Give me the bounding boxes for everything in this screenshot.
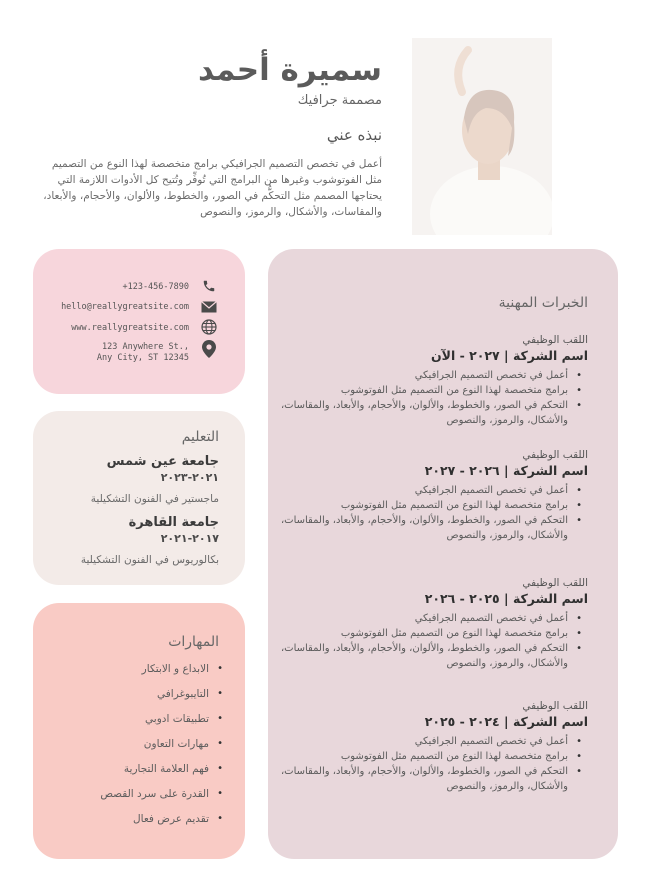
phone-icon <box>199 276 219 296</box>
experience-card <box>268 249 618 859</box>
profile-photo <box>412 38 552 235</box>
job-bullet: • أعمل في تخصص التصميم الجرافيكي <box>278 483 568 498</box>
globe-icon <box>199 317 219 337</box>
contact-email-row <box>33 297 245 317</box>
education-item <box>81 515 219 566</box>
experience-item <box>278 700 588 794</box>
experience-item <box>278 334 588 428</box>
education-school: جامعة القاهرة <box>128 515 219 530</box>
job-role: اللقب الوظيفي <box>522 449 588 461</box>
job-bullets <box>278 734 568 794</box>
education-item <box>91 454 219 505</box>
skill-item: • القدرة على سرد القصص <box>100 786 209 811</box>
education-card <box>33 411 245 585</box>
address-line2: Any City, ST 12345 <box>96 353 189 363</box>
job-role: اللقب الوظيفي <box>522 700 588 712</box>
skills-card <box>33 603 245 859</box>
skill-item: • التايبوغرافي <box>100 686 209 711</box>
education-years: ٢٠٢١-٢٠٢٣ <box>160 471 219 484</box>
contact-phone-row <box>33 276 245 296</box>
email-text[interactable]: hello@reallygreatsite.com <box>61 302 189 312</box>
job-bullets <box>278 611 568 671</box>
job-company-dates: اسم الشركة | ٢٠٢٥ - ٢٠٢٦ <box>424 591 588 606</box>
skill-item: • تطبيقات ادوبي <box>100 711 209 736</box>
job-role: اللقب الوظيفي <box>522 334 588 346</box>
location-pin-icon <box>199 339 219 359</box>
education-school: جامعة عين شمس <box>106 454 219 469</box>
job-bullets <box>278 368 568 428</box>
address-text <box>97 342 189 364</box>
experience-item <box>278 577 588 671</box>
email-icon <box>199 297 219 317</box>
about-text: أعمل في تخصص التصميم الجرافيكي برامج متخصصة لهذا النوع من التصميم مثل الفوتوشوب وغيرها من البرامج التي تُوفِّر وتُتيح كل الأدوات اللازمة التي يحتاجها المصمم مثل التحكُّم في الصور، والخطوط، والألوان، والأحجام، والأبعاد، والمقاسات، والأشكال، والرموز، والنصوص <box>43 158 382 218</box>
job-bullet: • برامج متخصصة لهذا النوع من التصميم مثل الفوتوشوب <box>278 498 568 513</box>
skills-heading: المهارات <box>168 634 219 650</box>
education-degree: بكالوريوس في الفنون التشكيلية <box>80 554 219 566</box>
phone-text: +123-456-7890 <box>122 282 189 292</box>
job-bullet: • التحكم في الصور، والخطوط، والألوان، والأحجام، والأبعاد، والمقاسات، والأشكال، والرموز، والنصوص <box>278 641 568 671</box>
skill-item: • مهارات التعاون <box>100 736 209 761</box>
job-company-dates: اسم الشركة | ٢٠٢٤ - ٢٠٢٥ <box>424 714 588 729</box>
contact-website-row <box>33 317 245 337</box>
skill-item: • الابداع و الابتكار <box>100 661 209 686</box>
candidate-name: سميرة أحمد <box>198 52 382 88</box>
job-bullet: • أعمل في تخصص التصميم الجرافيكي <box>278 611 568 626</box>
education-heading: التعليم <box>181 429 219 445</box>
job-bullet: • التحكم في الصور، والخطوط، والألوان، والأحجام، والأبعاد، والمقاسات، والأشكال، والرموز، والنصوص <box>278 764 568 794</box>
job-bullet: • برامج متخصصة لهذا النوع من التصميم مثل الفوتوشوب <box>278 383 568 398</box>
job-bullet: • برامج متخصصة لهذا النوع من التصميم مثل الفوتوشوب <box>278 749 568 764</box>
skill-item: • فهم العلامة التجارية <box>100 761 209 786</box>
contact-address-row <box>33 339 245 365</box>
job-company-dates: اسم الشركة | ٢٠٢٦ - ٢٠٢٧ <box>424 463 588 478</box>
job-title: مصممة جرافيك <box>297 93 382 108</box>
education-degree: ماجستير في الفنون التشكيلية <box>90 493 219 505</box>
skills-list <box>100 661 209 836</box>
job-bullet: • أعمل في تخصص التصميم الجرافيكي <box>278 734 568 749</box>
experience-heading: الخبرات المهنية <box>498 295 588 311</box>
website-text[interactable]: www.reallygreatsite.com <box>71 323 189 333</box>
about-heading: نبذه عني <box>326 126 382 144</box>
job-role: اللقب الوظيفي <box>522 577 588 589</box>
address-line1: 123 Anywhere St., <box>102 342 189 352</box>
profile-photo-illustration <box>412 38 552 235</box>
job-bullet: • التحكم في الصور، والخطوط، والألوان، والأحجام، والأبعاد، والمقاسات، والأشكال، والرموز، والنصوص <box>278 513 568 543</box>
job-bullet: • أعمل في تخصص التصميم الجرافيكي <box>278 368 568 383</box>
job-bullets <box>278 483 568 543</box>
job-bullet: • التحكم في الصور، والخطوط، والألوان، والأحجام، والأبعاد، والمقاسات، والأشكال، والرموز، والنصوص <box>278 398 568 428</box>
job-bullet: • برامج متخصصة لهذا النوع من التصميم مثل الفوتوشوب <box>278 626 568 641</box>
job-company-dates: اسم الشركة | ٢٠٢٧ - الآن <box>430 348 588 363</box>
education-years: ٢٠١٧-٢٠٢١ <box>160 532 219 545</box>
contact-card <box>33 249 245 394</box>
experience-item <box>278 449 588 543</box>
skill-item: • تقديم عرض فعال <box>100 811 209 836</box>
